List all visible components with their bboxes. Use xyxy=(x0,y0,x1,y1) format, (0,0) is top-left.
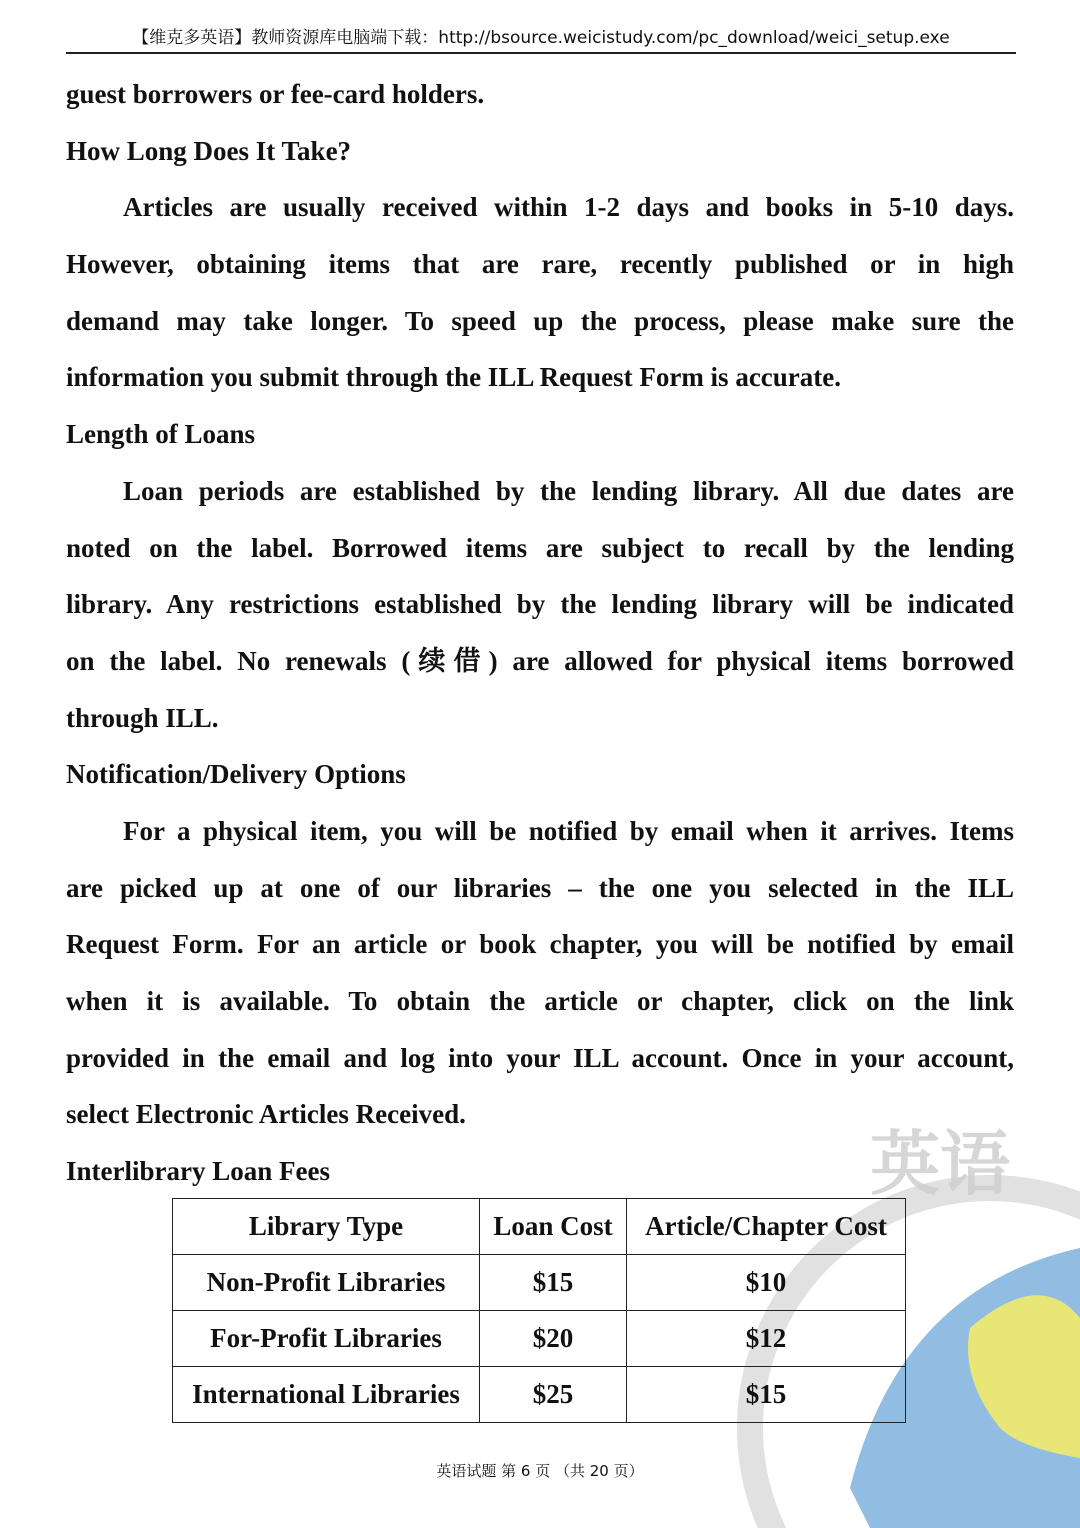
paragraph-line: provided in the email and log into your ILL account. Once in your account, xyxy=(66,1042,1014,1073)
paragraph-line: demand may take longer. To speed up the process, please make sure the xyxy=(66,305,1014,336)
page-footer: 英语试题 第 6 页 （共 20 页） xyxy=(436,1462,644,1480)
table-row xyxy=(173,1311,906,1367)
table-cell: $15 xyxy=(627,1367,906,1423)
section-heading: Length of Loans xyxy=(66,419,256,450)
document-body xyxy=(66,66,1014,1200)
paragraph-line: Articles are usually received within 1-2 days and books in 5-10 days. xyxy=(123,192,1014,223)
column-header: Loan Cost xyxy=(480,1199,627,1255)
column-header: Library Type xyxy=(173,1199,480,1255)
paragraph-line: library. Any restrictions established by the lending library will be indicated xyxy=(66,589,1014,620)
table-cell: $25 xyxy=(480,1367,627,1423)
table-cell: International Libraries xyxy=(173,1367,480,1423)
fees-table xyxy=(172,1198,906,1423)
table-cell: $15 xyxy=(480,1255,627,1311)
table-cell: $12 xyxy=(627,1311,906,1367)
paragraph-line: Request Form. For an article or book chapter, you will be notified by email xyxy=(66,929,1014,960)
paragraph-line: However, obtaining items that are rare, recently published or in high xyxy=(66,249,1014,280)
table-cell: $10 xyxy=(627,1255,906,1311)
table-row xyxy=(173,1367,906,1423)
paragraph-line: select Electronic Articles Received. xyxy=(66,1099,466,1130)
paragraph-line: guest borrowers or fee-card holders. xyxy=(66,79,485,109)
section-heading: How Long Does It Take? xyxy=(66,135,352,166)
table-cell: $20 xyxy=(480,1311,627,1367)
paragraph-line: noted on the label. Borrowed items are subject to recall by the lending xyxy=(66,532,1014,563)
table-cell: For-Profit Libraries xyxy=(173,1311,480,1367)
watermark-text: 英语 xyxy=(870,1128,1010,1205)
column-header: Article/Chapter Cost xyxy=(627,1199,906,1255)
table-cell: Non-Profit Libraries xyxy=(173,1255,480,1311)
paragraph-line: through ILL. xyxy=(66,702,219,733)
paragraph-line: information you submit through the ILL Request Form is accurate. xyxy=(66,362,842,393)
paragraph-line: when it is available. To obtain the article or chapter, click on the link xyxy=(66,986,1014,1016)
section-heading: Interlibrary Loan Fees xyxy=(66,1156,330,1187)
paragraph-line: are picked up at one of our libraries – the one you selected in the ILL xyxy=(66,872,1014,903)
table-row xyxy=(173,1255,906,1311)
paragraph-line: For a physical item, you will be notified by email when it arrives. Items xyxy=(123,815,1014,846)
table-header-row xyxy=(173,1199,906,1255)
section-heading: Notification/Delivery Options xyxy=(66,759,406,790)
paragraph-line: Loan periods are established by the lending library. All due dates are xyxy=(123,475,1014,506)
paragraph-line: on the label. No renewals (续借) are allowed for physical items borrowed xyxy=(66,645,1014,676)
page-header: 【维克多英语】教师资源库电脑端下载：http://bsource.weicistudy.com/pc_download/weici_setup.exe xyxy=(66,24,1016,54)
